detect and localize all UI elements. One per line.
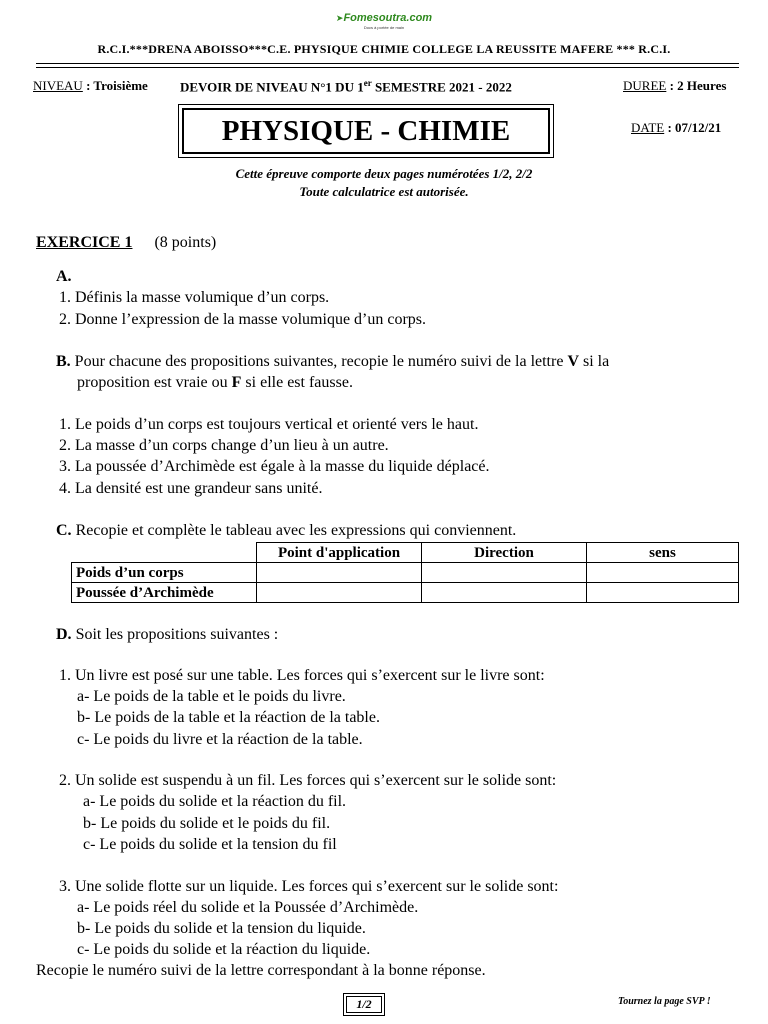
turn-page-note: Tournez la page SVP ! — [618, 996, 711, 1007]
niveau-value: : Troisième — [82, 78, 148, 93]
niveau-label: NIVEAU — [33, 78, 83, 93]
section-d-letter: D. — [56, 626, 72, 643]
header-rule-bottom — [36, 67, 739, 68]
section-b-intro-text: si la — [579, 353, 610, 370]
forces-table — [71, 542, 739, 603]
section-a-letter: A. — [56, 268, 72, 285]
table-cell — [422, 563, 587, 583]
table-cell — [422, 583, 587, 603]
section-a-item: 2. Donne l’expression de la masse volumique d’un corps. — [59, 311, 427, 328]
logo-tld: .com — [406, 12, 433, 24]
logo-brand: Fomesoutra — [343, 12, 407, 24]
devoir-title — [180, 78, 512, 95]
exercise-heading — [36, 234, 216, 252]
section-d-intro — [56, 624, 278, 645]
table-cell — [257, 563, 422, 583]
question-option: b- Le poids du solide et le poids du fil. — [83, 815, 331, 832]
page-title: PHYSIQUE - CHIMIE — [182, 108, 550, 154]
devoir-pre: DEVOIR DE NIVEAU N°1 DU 1 — [180, 79, 364, 95]
section-b-intro — [56, 351, 609, 372]
date — [631, 120, 721, 136]
header-rule-top — [36, 63, 739, 64]
section-b-intro-text: proposition est vraie ou — [77, 374, 232, 391]
table-cell — [587, 563, 739, 583]
section-c-intro-text: Recopie et complète le tableau avec les expressions qui conviennent. — [71, 522, 517, 539]
duree-value: : 2 Heures — [666, 78, 727, 93]
duree — [623, 78, 726, 94]
table-header-cell: sens — [587, 543, 739, 563]
question-option: a- Le poids du solide et la réaction du fil. — [83, 793, 347, 810]
section-b-item: 2. La masse d’un corps change d’un lieu à un autre. — [59, 437, 389, 454]
section-c-letter: C. — [56, 522, 72, 539]
table-cell — [587, 583, 739, 603]
page-number-box — [343, 993, 385, 1016]
table-row-label: Poussée d’Archimède — [72, 583, 257, 603]
question-option: c- Le poids du livre et la réaction de la table. — [77, 731, 363, 748]
question-option: b- Le poids du solide et la tension du liquide. — [77, 920, 366, 937]
devoir-sup: er — [363, 78, 372, 88]
duree-label: DUREE — [623, 78, 667, 93]
page-number: 1/2 — [346, 996, 382, 1013]
note-pages: Cette épreuve comporte deux pages numérotées 1/2, 2/2 — [235, 166, 533, 181]
table-header-cell: Direction — [422, 543, 587, 563]
section-b-item: 1. Le poids d’un corps est toujours vertical et orienté vers le haut. — [59, 416, 479, 433]
devoir-post: SEMESTRE 2021 - 2022 — [371, 79, 512, 95]
section-b-intro-text: si elle est fausse. — [241, 374, 353, 391]
note-calculator: Toute calculatrice est autorisée. — [299, 184, 469, 199]
section-b-item: 3. La poussée d’Archimède est égale à la masse du liquide déplacé. — [59, 458, 490, 475]
logo-arrow-icon: ➤ — [335, 13, 344, 23]
date-value: : 07/12/21 — [664, 120, 722, 135]
table-cell — [257, 583, 422, 603]
title-box — [178, 104, 554, 158]
table-row — [72, 563, 739, 583]
section-b-f: F — [231, 374, 242, 391]
logo-slogan: Docs à portée de main — [363, 25, 405, 30]
question-option: b- Le poids de la table et la réaction de la table. — [77, 709, 380, 726]
section-b-intro-text: Pour chacune des propositions suivantes, recopie le numéro suivi de la lettre — [70, 353, 568, 370]
section-a-item: 1. Définis la masse volumique d’un corps. — [59, 289, 330, 306]
logo — [0, 8, 768, 30]
question-stem: 1. Un livre est posé sur une table. Les forces qui s’exercent sur le livre sont: — [59, 667, 545, 684]
instruction: Recopie le numéro suivi de la lettre correspondant à la bonne réponse. — [36, 962, 486, 979]
section-c-intro — [56, 520, 516, 541]
question-option: c- Le poids du solide et la réaction du liquide. — [77, 941, 371, 958]
date-label: DATE — [631, 120, 665, 135]
table-row-label: Poids d’un corps — [72, 563, 257, 583]
question-option: a- Le poids réel du solide et la Poussée d’Archimède. — [77, 899, 419, 916]
question-stem: 2. Un solide est suspendu à un fil. Les forces qui s’exercent sur le solide sont: — [59, 772, 557, 789]
exercise-title: EXERCICE 1 — [36, 234, 133, 251]
niveau — [33, 78, 148, 94]
section-b-v: V — [567, 353, 579, 370]
question-option: c- Le poids du solide et la tension du fil — [83, 836, 337, 853]
section-b-intro-line2 — [77, 372, 353, 393]
section-b-letter: B. — [56, 353, 71, 370]
question-option: a- Le poids de la table et le poids du livre. — [77, 688, 346, 705]
section-d-intro-text: Soit les propositions suivantes : — [71, 626, 279, 643]
table-corner-cell — [72, 543, 257, 563]
table-row — [72, 583, 739, 603]
table-header-row — [72, 543, 739, 563]
question-stem: 3. Une solide flotte sur un liquide. Les forces qui s’exercent sur le solide sont: — [59, 878, 559, 895]
section-b-item: 4. La densité est une grandeur sans unité. — [59, 480, 323, 497]
exercise-points: (8 points) — [154, 234, 217, 251]
header-line: R.C.I.***DRENA ABOISSO***C.E. PHYSIQUE CHIMIE COLLEGE LA REUSSITE MAFERE *** R.C.I. — [97, 42, 671, 56]
table-header-cell: Point d'application — [257, 543, 422, 563]
